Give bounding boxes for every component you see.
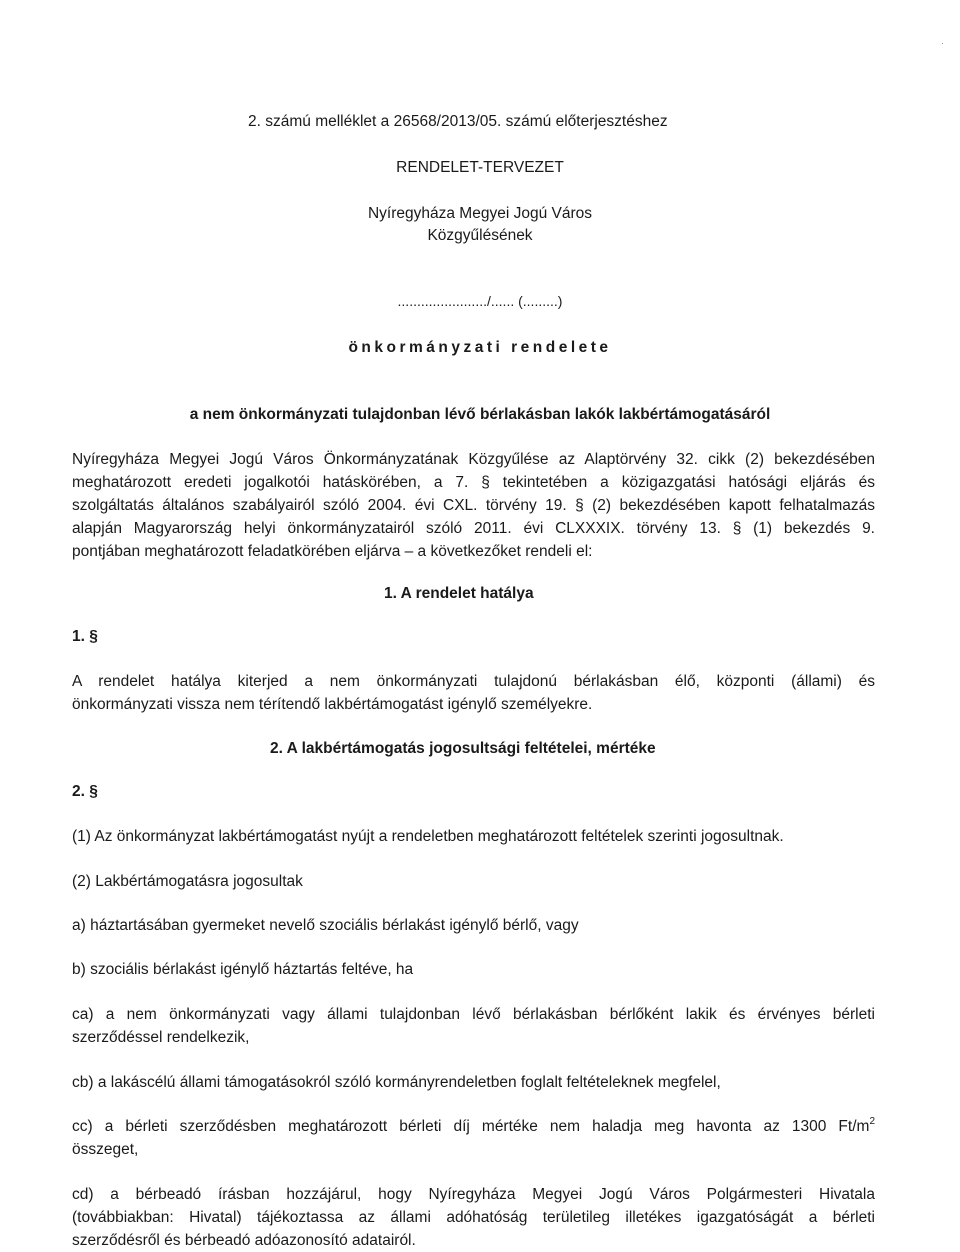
preamble-line: alapján Magyarország helyi önkormányzatairól szóló 2011. évi CLXXXIX. törvény 13. § (1) bekezdés 9. — [72, 520, 875, 537]
point-cb: cb) a lakáscélú állami támogatásokról szóló kormányrendeletben foglalt feltételeknek megfelel, — [72, 1074, 721, 1091]
section-2-heading: 2. A lakbértámogatás jogosultsági feltételei, mértéke — [270, 740, 656, 757]
point-cc-line: összeget, — [72, 1141, 139, 1158]
section-1-text — [72, 670, 875, 716]
point-cc — [72, 1115, 875, 1161]
point-ca-line: szerződéssel rendelkezik, — [72, 1029, 250, 1046]
paragraph-mark-1: 1. § — [72, 628, 98, 645]
subsection-1: (1) Az önkormányzat lakbértámogatást nyújt a rendeletben meghatározott feltételek szerinti jogosultnak. — [72, 828, 784, 845]
preamble-line: pontjában meghatározott feladatkörében eljárva – a következőket rendeli el: — [72, 543, 593, 560]
point-cd-line: cd) a bérbeadó írásban hozzájárul, hogy Nyíregyháza Megyei Jogú Város Polgármesteri Hivatala — [72, 1186, 875, 1203]
draft-title: RENDELET-TERVEZET — [396, 159, 564, 176]
decree-subject: a nem önkormányzati tulajdonban lévő bérlakásban lakók lakbértámogatásáról — [189, 406, 771, 423]
decree-number-placeholder: ......................./...... (.........) — [397, 293, 563, 309]
paragraph-mark-2: 2. § — [72, 783, 98, 800]
point-cd-line: (továbbiakban: Hivatal) tájékoztassa az állami adóhatóság területileg illetékes igazgatóságát a bérleti — [72, 1209, 875, 1226]
point-b: b) szociális bérlakást igénylő háztartás feltéve, ha — [72, 961, 414, 978]
square-superscript: 2 — [869, 1116, 875, 1127]
point-a: a) háztartásában gyermeket nevelő szociális bérlakást igénylő bérlő, vagy — [72, 917, 579, 934]
annex-reference: 2. számú melléklet a 26568/2013/05. számú előterjesztéshez — [248, 113, 668, 130]
point-cc-text: cc) a bérleti szerződésben meghatározott bérleti díj mértéke nem haladja meg havonta az 1300 Ft/m — [72, 1118, 870, 1135]
section-1-heading: 1. A rendelet hatálya — [384, 585, 534, 602]
section-1-line: önkormányzati vissza nem térítendő lakbértámogatást igénylő személyekre. — [72, 696, 593, 713]
preamble-line: Nyíregyháza Megyei Jogú Város Önkormányzatának Közgyűlése az Alaptörvény 32. cikk (2) bekezdésében — [72, 451, 875, 468]
decree-word: önkormányzati rendelete — [348, 339, 612, 356]
section-1-line: A rendelet hatálya kiterjed a nem önkormányzati tulajdonú bérlakásban élő, központi (állami) és — [72, 673, 875, 690]
point-ca — [72, 1003, 875, 1049]
preamble-line: szolgáltatás általános szabályairól szóló 2004. évi CXL. törvény 19. § (2) bekezdésében kapott felhatalmazás — [72, 497, 875, 514]
issuer-line-2: Közgyűlésének — [427, 227, 533, 244]
issuer-line-1: Nyíregyháza Megyei Jogú Város — [367, 205, 592, 222]
point-ca-line: ca) a nem önkormányzati vagy állami tulajdonban lévő bérlakásban bérlőként lakik és érvényes bérleti — [72, 1006, 875, 1023]
subsection-2: (2) Lakbértámogatásra jogosultak — [72, 873, 303, 890]
preamble — [72, 448, 875, 563]
point-cd — [72, 1183, 875, 1252]
point-cd-line: szerződésről és bérbeadó adóazonosító adatairól. — [72, 1232, 416, 1249]
point-cc-line — [72, 1115, 875, 1138]
preamble-line: meghatározott eredeti jogalkotói hatáskörében, a 7. § tekintetében a közigazgatási hatósági eljárás és — [72, 474, 875, 491]
scan-speck — [942, 43, 943, 44]
